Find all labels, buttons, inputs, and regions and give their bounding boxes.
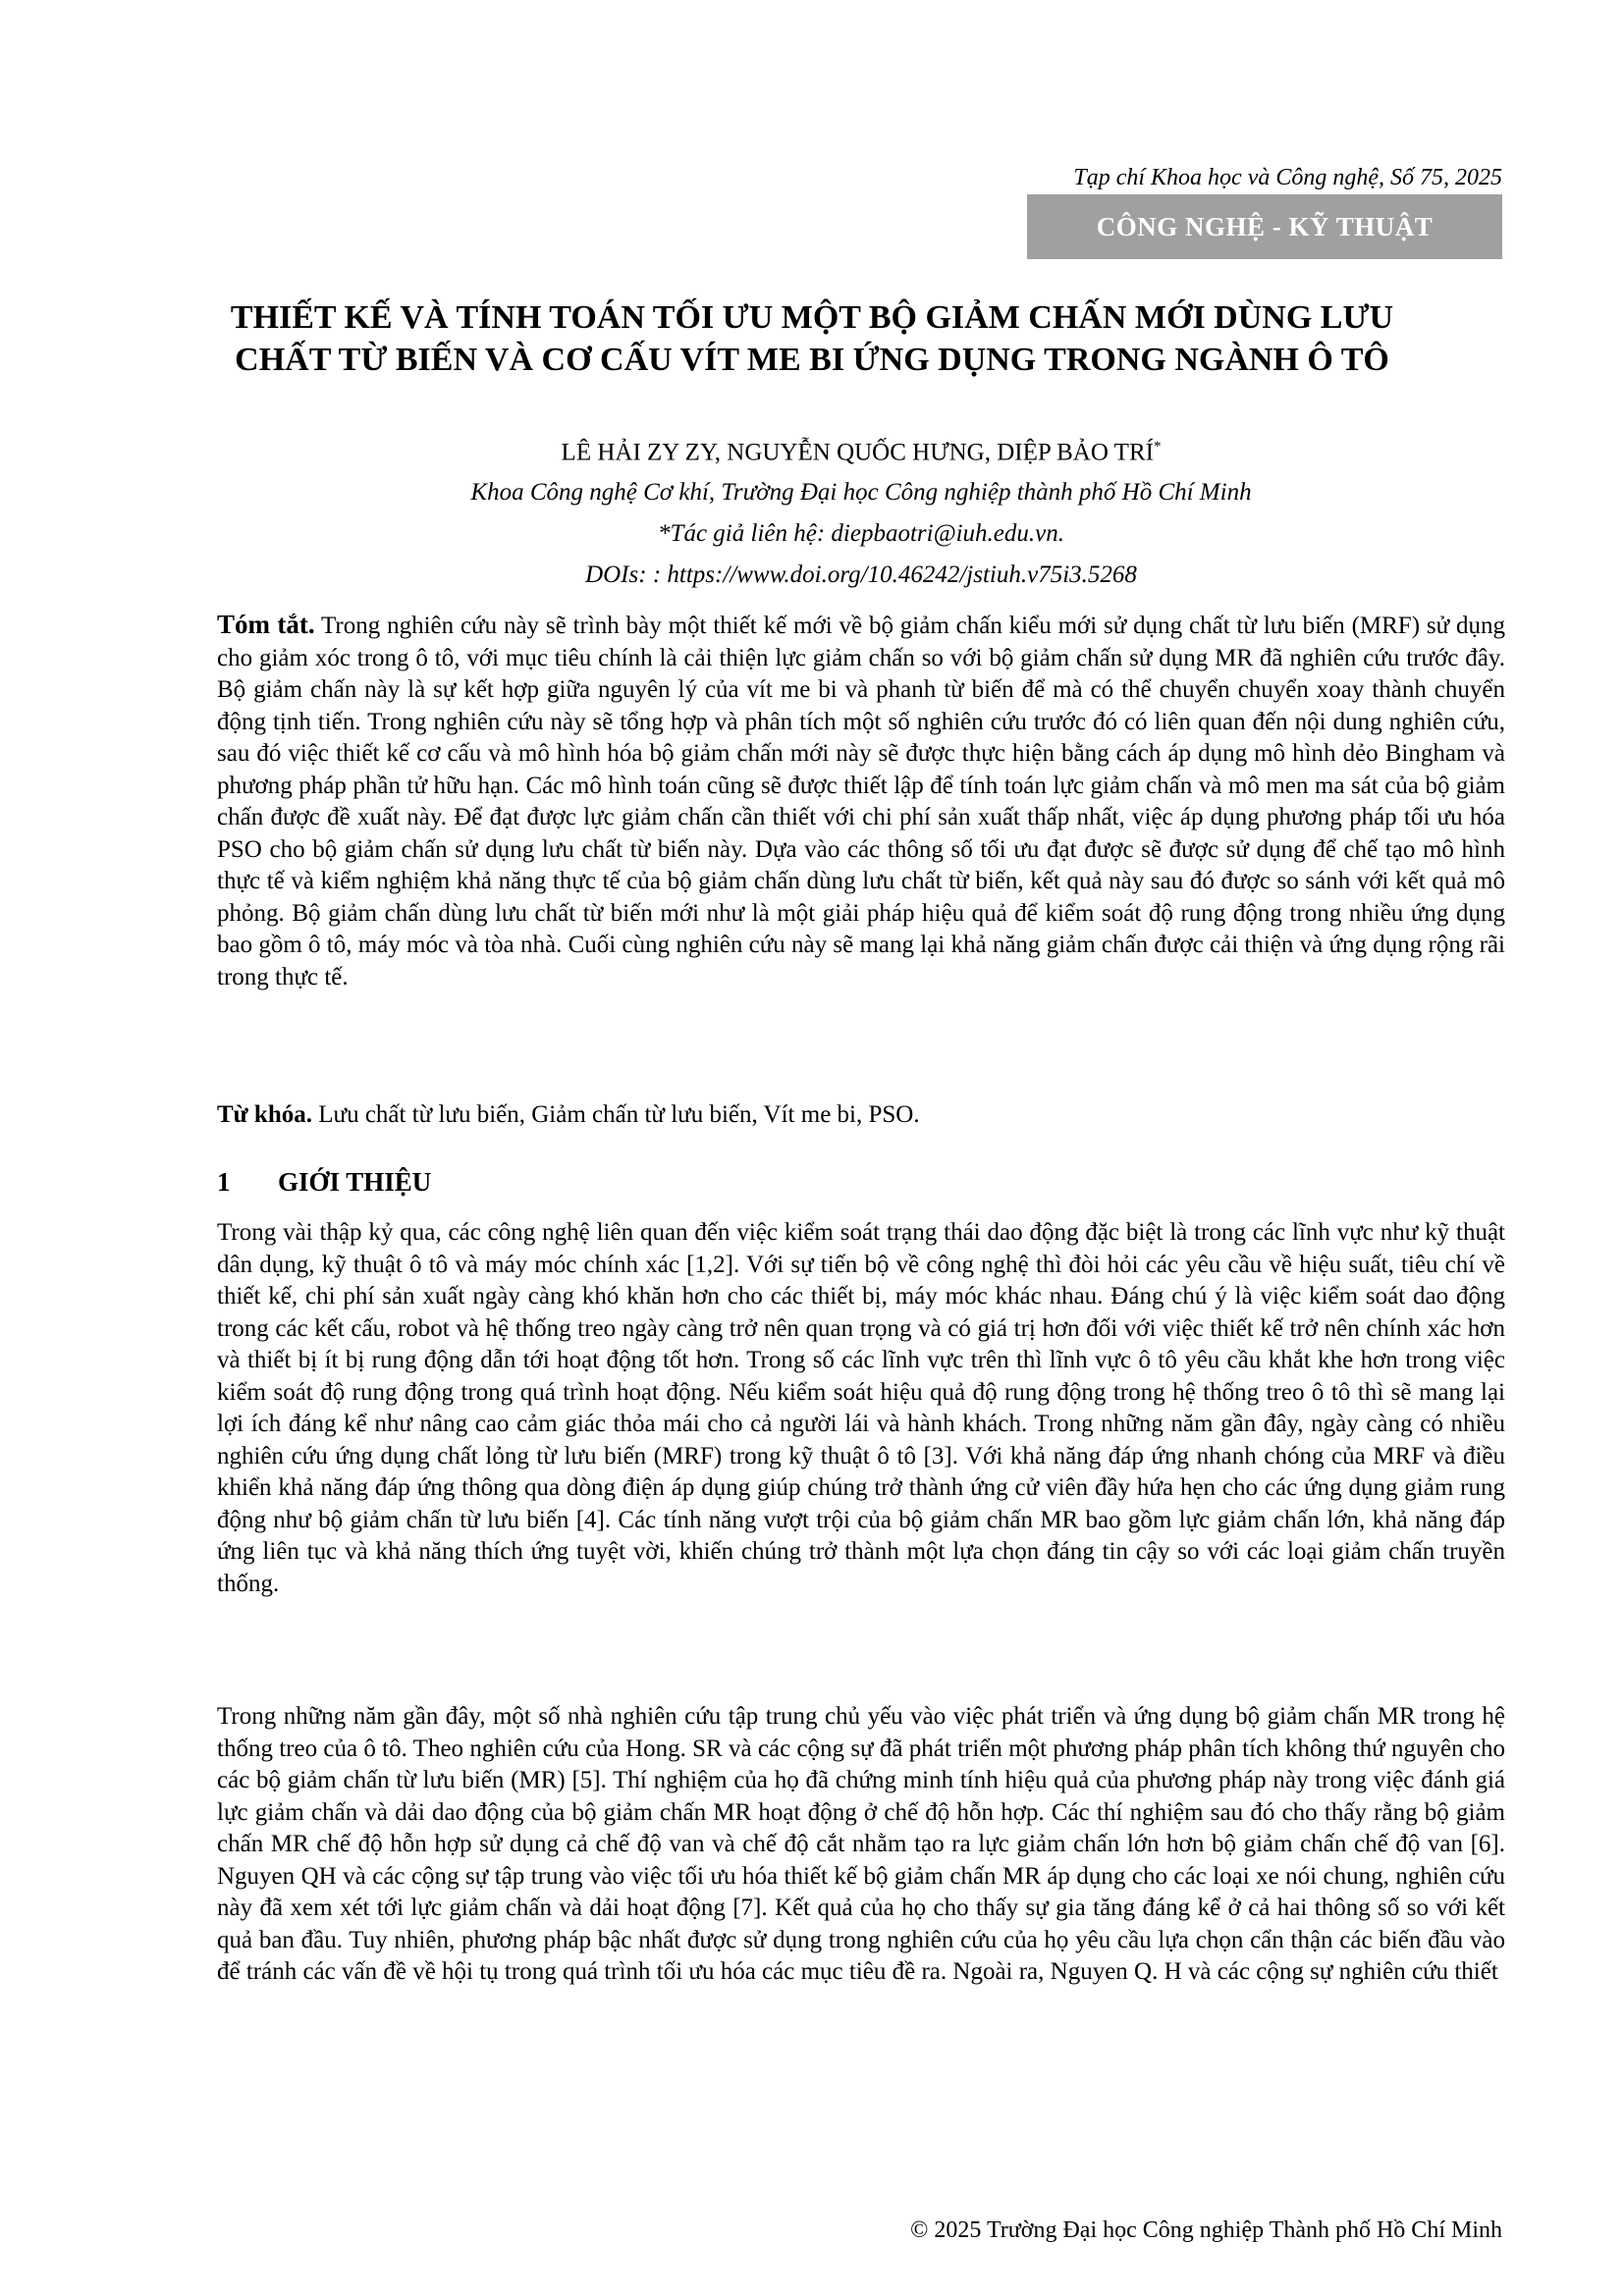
article-title: THIẾT KẾ VÀ TÍNH TOÁN TỐI ƯU MỘT BỘ GIẢM CHẤN MỚI DÙNG LƯU CHẤT TỪ BIẾN VÀ CƠ CẤU VÍT ME BI ỨNG DỤNG TRONG NGÀNH Ô TÔ bbox=[230, 299, 1394, 378]
corresponding-mark: * bbox=[1153, 439, 1162, 454]
section-heading bbox=[217, 1167, 431, 1198]
doi: DOIs: : https://www.doi.org/10.46242/jstiuh.v75i3.5268 bbox=[585, 561, 1137, 588]
abstract-label: Tóm tắt. bbox=[217, 610, 315, 639]
section-banner bbox=[1027, 194, 1502, 259]
authors bbox=[0, 439, 1624, 466]
keywords bbox=[217, 1101, 1505, 1129]
body-paragraph: Trong vài thập kỷ qua, các công nghệ liên quan đến việc kiểm soát trạng thái dao động đặc biệt là trong các lĩnh vực như kỹ thuật dân dụng, kỹ thuật ô tô và máy móc chính xác [1,2]. Với sự tiến bộ về công nghệ thì đòi hỏi các yêu cầu về hiệu suất, tiêu chí về thiết kế, chi phí sản xuất ngày càng khó khăn hơn cho các thiết bị, máy móc khác nhau. Đáng chú ý là việc kiểm soát dao động trong các kết cấu, robot và hệ thống treo ngày càng trở nên quan trọng và có giá trị hơn đối với việc thiết kế trở nên chính xác hơn và thiết bị ít bị rung động dẫn tới hoạt động tốt hơn. Trong số các lĩnh vực trên thì lĩnh vực ô tô yêu cầu khắt khe hơn trong việc kiểm soát độ rung động trong quá trình hoạt động. Nếu kiểm soát hiệu quả độ rung động trong hệ thống treo ô tô thì sẽ mang lại lợi ích đáng kể như nâng cao cảm giác thỏa mái cho cả người lái và hành khách. Trong những năm gần đây, ngày càng có nhiều nghiên cứu ứng dụng chất lỏng từ lưu biến (MRF) trong kỹ thuật ô tô [3]. Với khả năng đáp ứng nhanh chóng của MRF và điều khiển khả năng đáp ứng thông qua dòng điện áp dụng giúp chúng trở thành ứng cử viên đầy hứa hẹn cho các ứng dụng giảm rung động như bộ giảm chấn từ lưu biến [4]. Các tính năng vượt trội của bộ giảm chấn MR bao gồm lực giảm chấn lớn, khả năng đáp ứng liên tục và khả năng thích ứng tuyệt vời, khiến chúng trở thành một lựa chọn đáng tin cậy so với các loại giảm chấn truyền thống. bbox=[217, 1219, 1505, 1597]
affiliation: Khoa Công nghệ Cơ khí, Trường Đại học Công nghiệp thành phố Hồ Chí Minh bbox=[470, 479, 1252, 506]
body-paragraph: Trong những năm gần đây, một số nhà nghiên cứu tập trung chủ yếu vào việc phát triển và ứng dụng bộ giảm chấn MR trong hệ thống treo của ô tô. Theo nghiên cứu của Hong. SR và các cộng sự đã phát triển một phương pháp phân tích không thứ nguyên cho các bộ giảm chấn từ lưu biến (MR) [5]. Thí nghiệm của họ đã chứng minh tính hiệu quả của phương pháp này trong việc đánh giá lực giảm chấn và dải dao động của bộ giảm chấn MR hoạt động ở chế độ hỗn hợp. Các thí nghiệm sau đó cho thấy rằng bộ giảm chấn MR chế độ hỗn hợp sử dụng cả chế độ van và chế độ cắt nhằm tạo ra lực giảm chấn lớn hơn bộ giảm chấn chế độ van [6]. Nguyen QH và các cộng sự tập trung vào việc tối ưu hóa thiết kế bộ giảm chấn MR áp dụng cho các loại xe nói chung, nghiên cứu này đã xem xét tới lực giảm chấn và dải hoạt động [7]. Kết quả của họ cho thấy sự gia tăng đáng kể ở cả hai thông số so với kết quả ban đầu. Tuy nhiên, phương pháp bậc nhất được sử dụng trong nghiên cứu của họ yêu cầu lựa chọn cẩn thận các biến đầu vào để tránh các vấn đề về hội tụ trong quá trình tối ưu hóa các mục tiêu đề ra. Ngoài ra, Nguyen Q. H và các cộng sự nghiên cứu thiết bbox=[217, 1703, 1505, 1985]
author-names: LÊ HẢI ZY ZY, NGUYỄN QUỐC HƯNG, DIỆP BẢO TRÍ bbox=[561, 439, 1154, 466]
section-number: 1 bbox=[217, 1167, 231, 1197]
keywords-text: Lưu chất từ lưu biến, Giảm chấn từ lưu biến, Vít me bi, PSO. bbox=[318, 1101, 920, 1128]
section-title: GIỚI THIỆU bbox=[278, 1167, 432, 1197]
copyright-footer: © 2025 Trường Đại học Công nghiệp Thành phố Hồ Chí Minh bbox=[910, 2217, 1502, 2243]
journal-name: Tạp chí Khoa học và Công nghệ, Số 75, 2025 bbox=[1073, 165, 1502, 190]
abstract-text: Trong nghiên cứu này sẽ trình bày một thiết kế mới về bộ giảm chấn kiểu mới sử dụng chất từ lưu biến (MRF) sử dụng cho giảm xóc trong ô tô, với mục tiêu chính là cải thiện lực giảm chấn so với bộ giảm chấn sử dụng MR đã nghiên cứu trước đây. Bộ giảm chấn này là sự kết hợp giữa nguyên lý của vít me bi và phanh từ biến để mà có thể chuyển chuyển xoay thành chuyển động tịnh tiến. Trong nghiên cứu này sẽ tổng hợp và phân tích một số nghiên cứu trước đó có liên quan đến nội dung nghiên cứu, sau đó việc thiết kế cơ cấu và mô hình hóa bộ giảm chấn mới này sẽ được thực hiện bằng cách áp dụng mô hình dẻo Bingham và phương pháp phần tử hữu hạn. Các mô hình toán cũng sẽ được thiết lập để tính toán lực giảm chấn và mô men ma sát của bộ giảm chấn được đề xuất này. Để đạt được lực giảm chấn cần thiết với chi phí sản xuất thấp nhất, việc áp dụng phương pháp tối ưu hóa PSO cho bộ giảm chấn sử dụng lưu chất từ biến này. Dựa vào các thông số tối ưu đạt được sẽ được sử dụng để chế tạo mô hình thực tế và kiểm nghiệm khả năng thực tế của bộ giảm chấn dùng lưu chất từ biến, kết quả này sau đó được so sánh với kết quả mô phỏng. Bộ giảm chấn dùng lưu chất từ biến mới như là một giải pháp hiệu quả để kiểm soát độ rung động trong nhiều ứng dụng bao gồm ô tô, máy móc và tòa nhà. Cuối cùng nghiên cứu này sẽ mang lại khả năng giảm chấn được cải thiện và ứng dụng rộng rãi trong thực tế. bbox=[217, 613, 1505, 990]
keywords-label: Từ khóa. bbox=[217, 1101, 312, 1128]
section-label: CÔNG NGHỆ - KỸ THUẬT bbox=[1096, 211, 1434, 241]
corresponding-author: *Tác giả liên hệ: diepbaotri@iuh.edu.vn. bbox=[658, 520, 1064, 547]
abstract bbox=[217, 609, 1505, 993]
